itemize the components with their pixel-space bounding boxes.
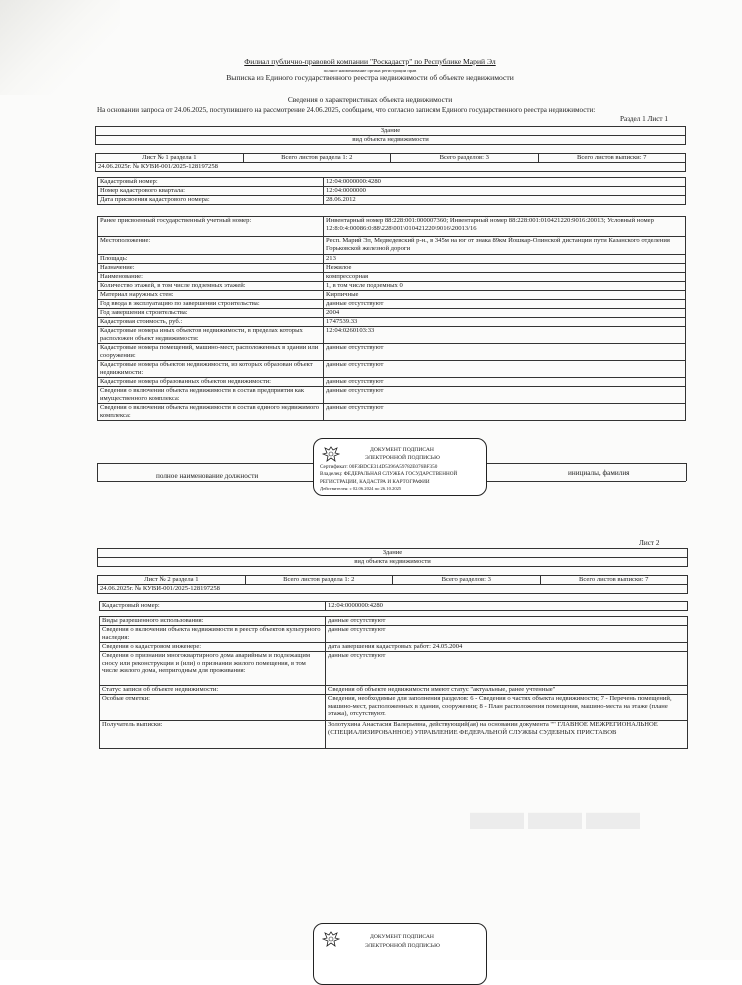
table-row: [98, 378, 686, 387]
p2-date-no: 24.06.2025г. № КУВИ-001/2025-128197258: [98, 585, 688, 594]
row-label: Кадастровые номера объектов недвижимости, из которых образован объект недвижимости:: [98, 361, 324, 378]
table-row: [98, 291, 686, 300]
row-label: Площадь:: [98, 255, 324, 264]
row-value: 12:04:0000000:4280: [324, 178, 686, 187]
stamp-line-5: РЕГИСТРАЦИИ, КАДАСТРА И КАРТОГРАФИИ: [320, 479, 430, 485]
table-row: [98, 282, 686, 291]
table-row: [98, 255, 686, 264]
p1-sheets-total: Всего листов раздела 1: 2: [243, 154, 391, 163]
p1-object: Здание: [96, 127, 686, 136]
p2-header-table: [97, 548, 688, 594]
row-label: Получатель выписки:: [100, 721, 326, 749]
stamp-bottom-line-1: ДОКУМЕНТ ПОДПИСАН: [370, 934, 434, 940]
sign-right-border: [686, 463, 687, 481]
row-label: Номер кадастрового квартала:: [98, 187, 324, 196]
row-value: данные отсутствуют: [324, 361, 686, 378]
table-row: [98, 387, 686, 404]
row-value: данные отсутствуют: [324, 300, 686, 309]
row-value: 213: [324, 255, 686, 264]
p1-header-table: [95, 126, 686, 172]
stamp-line-6: Действителен: с 02.06.2024 по 26.10.2025: [320, 486, 402, 491]
p1-rows-b: [97, 216, 686, 421]
row-value: Нежилое: [324, 264, 686, 273]
table-row: [98, 404, 686, 421]
row-value: 12:04:0260103:33: [324, 327, 686, 344]
p2-sheet-no: Лист № 2 раздела 1: [98, 576, 246, 585]
p1-extract-sheets: Всего листов выписки: 7: [538, 154, 686, 163]
row-value: компрессорная: [324, 273, 686, 282]
row-value: данные отсутствуют: [326, 617, 688, 626]
table-row: [98, 273, 686, 282]
e-signature-stamp-bottom: [313, 923, 487, 985]
stamp-line-3: Сертификат: 00F3BDCE314D5396A59782E076BF350: [320, 464, 438, 470]
row-value: Кирпичные: [324, 291, 686, 300]
row-value: Сведения, необходимые для заполнения разделов: 6 - Сведения о частях объекта недвижимости; 7 - Перечень помещений, машино-мест, расположенных в здании, сооружении; 8 - План расположения помещения, машино-места на этаже (плане этажа), отсутствуют.: [326, 695, 688, 721]
row-label: Сведения о кадастровом инженере:: [100, 643, 326, 652]
row-label: Ранее присвоенный государственный учетный номер:: [98, 217, 324, 237]
p1-sections-total: Всего разделов: 3: [391, 154, 539, 163]
table-row: [98, 300, 686, 309]
p2-cad-label: Кадастровый номер:: [100, 602, 326, 611]
sign-left-border: [97, 463, 98, 481]
table-row: [98, 344, 686, 361]
p2-object-sub: вид объекта недвижимости: [98, 558, 688, 567]
table-row: [98, 361, 686, 378]
table-row: [98, 318, 686, 327]
row-value: данные отсутствуют: [324, 387, 686, 404]
row-label: Особые отметки:: [100, 695, 326, 721]
p2-object: Здание: [98, 549, 688, 558]
table-row: [100, 626, 688, 643]
row-value: 28.06.2012: [324, 196, 686, 205]
row-label: Сведения о включении объекта недвижимости в состав предприятия как имущественного комплекса:: [98, 387, 324, 404]
stamp-bottom-line-2: ЭЛЕКТРОННОЙ ПОДПИСЬЮ: [365, 943, 440, 949]
p2-sheet-label: Лист 2: [639, 539, 660, 547]
table-row: [98, 327, 686, 344]
sign-name: инициалы, фамилия: [568, 469, 630, 477]
row-value: дата завершения кадастровых работ: 24.05.2004: [326, 643, 688, 652]
row-label: Сведения о включении объекта недвижимости в реестр объектов культурного наследия:: [100, 626, 326, 643]
row-label: Статус записи об объекте недвижимости:: [100, 686, 326, 695]
row-label: Год ввода в эксплуатацию по завершении строительства:: [98, 300, 324, 309]
row-label: Виды разрешенного использования:: [100, 617, 326, 626]
p2-sheets-total: Всего листов раздела 1: 2: [245, 576, 393, 585]
table-row: [98, 237, 686, 255]
row-label: Год завершения строительства:: [98, 309, 324, 318]
row-label: Кадастровые номера иных объектов недвижимости, в пределах которых расположен объект недвижимости:: [98, 327, 324, 344]
row-value: 1747539.33: [324, 318, 686, 327]
row-label: Кадастровые номера образованных объектов недвижимости:: [98, 378, 324, 387]
p1-object-sub: вид объекта недвижимости: [96, 136, 686, 145]
table-row: [98, 196, 686, 205]
table-row: [100, 652, 688, 686]
p2-cad-value: 12:04:0000000:4280: [326, 602, 688, 611]
table-row: [98, 217, 686, 237]
row-value: Респ. Марий Эл, Медведевский р-н., в 345м на юг от знака 89км Йошкар-Олинской дистанции пути Казанского отделения Горьковской железной дороги: [324, 237, 686, 255]
row-label: Сведения о включении объекта недвижимости в состав единого недвижимого комплекса:: [98, 404, 324, 421]
table-row: [100, 721, 688, 749]
table-row: [98, 178, 686, 187]
bleed-through-mark: ▬▬▬: [470, 781, 644, 841]
row-value: Сведения об объекте недвижимости имеют статус "актуальные, ранее учтенные": [326, 686, 688, 695]
p1-rows-a: [97, 177, 686, 205]
table-row: [100, 686, 688, 695]
e-signature-stamp: [313, 438, 487, 496]
row-label: Сведения о признании многоквартирного дома аварийным и подлежащим сносу или реконструкции и (или) о признании жилого помещения, в том числе жилого дома, непригодным для проживания:: [100, 652, 326, 686]
row-label: Кадастровые номера помещений, машино-мест, расположенных в здании или сооружении:: [98, 344, 324, 361]
table-row: [100, 643, 688, 652]
row-label: Наименование:: [98, 273, 324, 282]
row-value: данные отсутствуют: [326, 626, 688, 643]
row-value: Инвентарный номер 88:228:001:000007360; Инвентарный номер 88:228:001:010421220:9016:20013; Условный номер 12:8:0:4:00086:0:88\228\001\010421220\9016\20013/16: [324, 217, 686, 237]
row-value: 12:04:0000000: [324, 187, 686, 196]
row-value: данные отсутствуют: [324, 404, 686, 421]
stamp-line-2: ЭЛЕКТРОННОЙ ПОДПИСЬЮ: [365, 455, 440, 461]
eagle-emblem-icon: [322, 445, 340, 465]
doc-title: Выписка из Единого государственного реестра недвижимости об объекте недвижимости: [226, 73, 514, 82]
row-label: Материал наружных стен:: [98, 291, 324, 300]
table-row: [98, 264, 686, 273]
p2-rows: [99, 616, 688, 749]
p2-sections-total: Всего разделов: 3: [393, 576, 541, 585]
p2-extract-sheets: Всего листов выписки: 7: [540, 576, 688, 585]
row-label: Назначение:: [98, 264, 324, 273]
p1-sheet-no: Лист № 1 раздела 1: [96, 154, 244, 163]
page-fold-shadow: [0, 0, 120, 95]
sign-position: полное наименование должности: [156, 472, 259, 480]
table-row: [100, 617, 688, 626]
row-value: данные отсутствуют: [326, 652, 688, 686]
row-value: 1, в том числе подземных 0: [324, 282, 686, 291]
table-row: [98, 309, 686, 318]
row-label: Кадастровая стоимость, руб.:: [98, 318, 324, 327]
row-label: Кадастровый номер:: [98, 178, 324, 187]
eagle-emblem-icon: [322, 930, 340, 950]
row-label: Дата присвоения кадастрового номера:: [98, 196, 324, 205]
stamp-line-4: Владелец: ФЕДЕРАЛЬНАЯ СЛУЖБА ГОСУДАРСТВЕННОЙ: [320, 471, 458, 477]
row-label: Местоположение:: [98, 237, 324, 255]
intro-text: На основании запроса от 24.06.2025, поступившего на рассмотрение 24.06.2025, сообщаем, что согласно записям Единого государственного реестра недвижимости:: [97, 106, 596, 114]
row-value: 2004: [324, 309, 686, 318]
row-value: Золотухина Анастасия Валерьевна, действующий(ая) на основании документа "" ГЛАВНОЕ МЕЖРЕГИОНАЛЬНОЕ (СПЕЦИАЛИЗИРОВАННОЕ) УПРАВЛЕНИЕ ФЕДЕРАЛЬНОЙ СЛУЖБЫ СУДЕБНЫХ ПРИСТАВОВ: [326, 721, 688, 749]
stamp-line-1: ДОКУМЕНТ ПОДПИСАН: [370, 447, 434, 453]
row-value: данные отсутствуют: [324, 344, 686, 361]
org-line: Филиал публично-правовой компании "Роскадастр" по Республике Марий Эл: [244, 57, 496, 66]
row-value: данные отсутствуют: [324, 378, 686, 387]
row-label: Количество этажей, в том числе подземных этажей:: [98, 282, 324, 291]
section-title: Сведения о характеристиках объекта недвижимости: [287, 95, 453, 104]
section-label: Раздел 1 Лист 1: [620, 115, 668, 123]
table-row: [98, 187, 686, 196]
table-row: [100, 695, 688, 721]
org-sub: полное наименование органа регистрации прав: [323, 68, 417, 73]
p2-cad-table: [99, 601, 688, 611]
p1-date-no: 24.06.2025г. № КУВИ-001/2025-128197258: [96, 163, 686, 172]
